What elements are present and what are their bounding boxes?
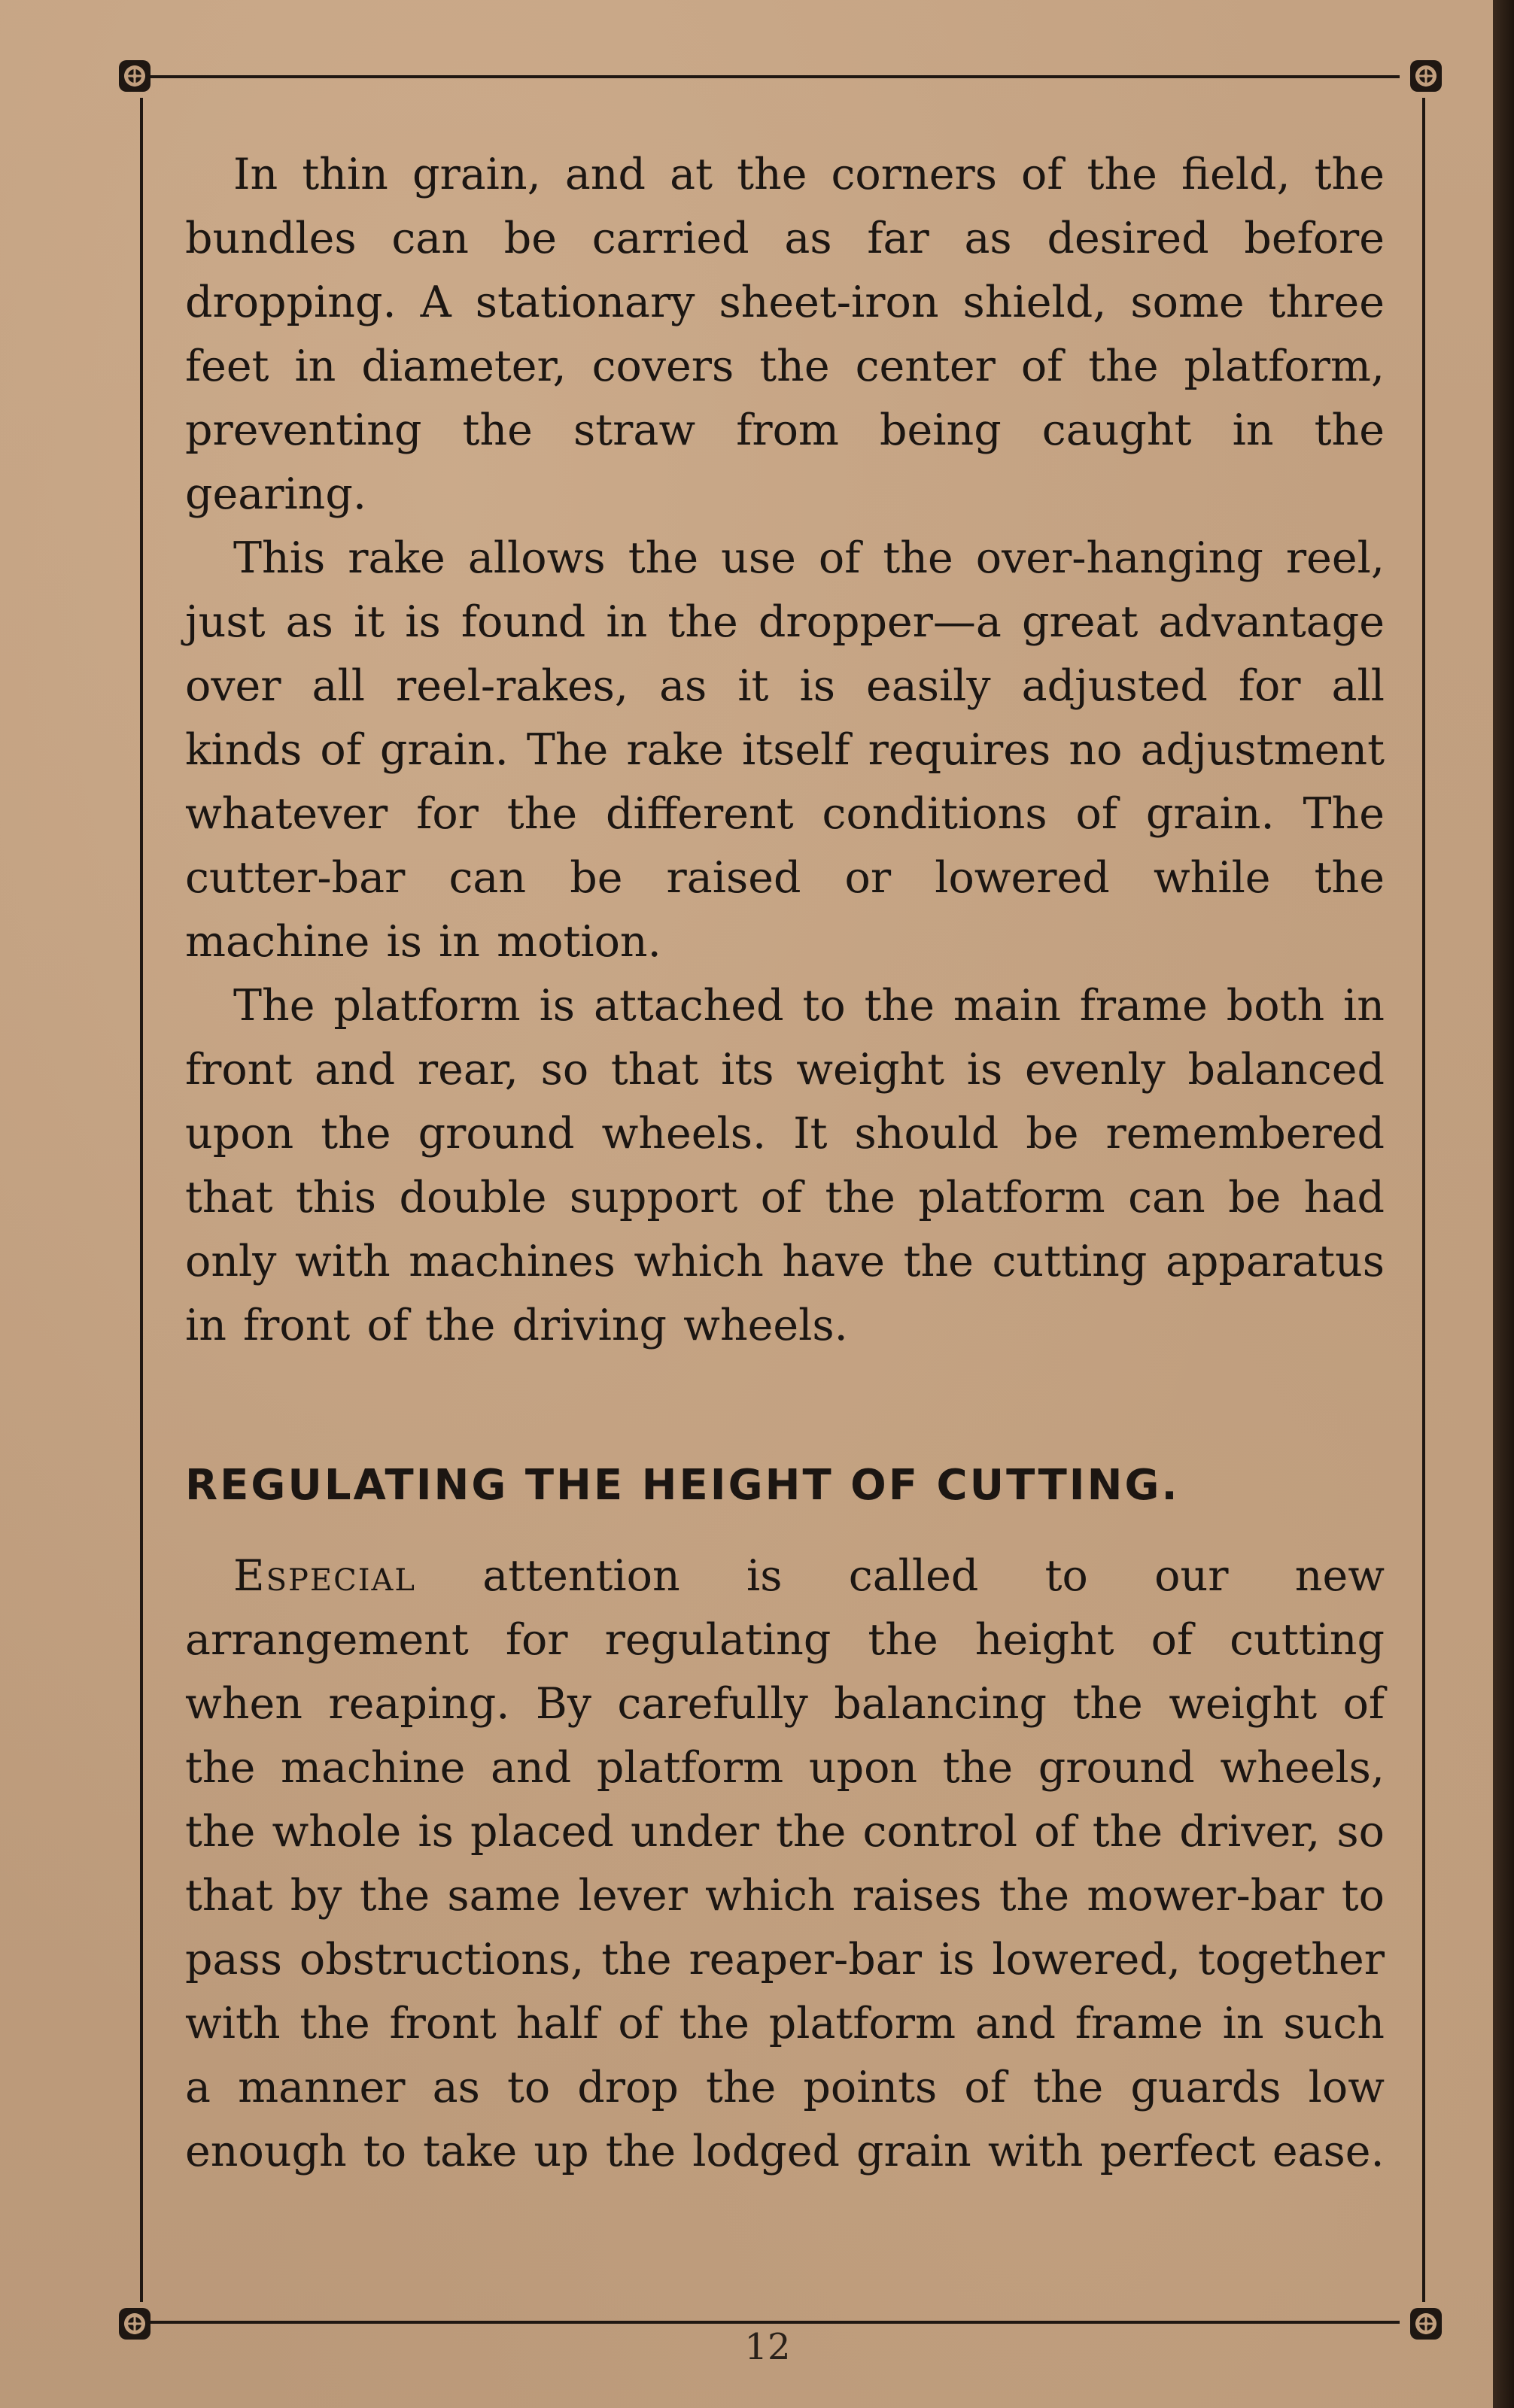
corner-rosette-icon [114,2303,155,2344]
section-heading: REGULATING THE HEIGHT OF CUTTING. [185,1461,1180,1510]
border-top-rule [150,75,1400,78]
paragraph-height-regulation [185,1544,1385,2184]
paragraph-platform-support: The platform is attached to the main frame both in front and rear, so that its weight is evenly balanced upon the ground wheels. It should be remembered that this double support of the platform can be had only with machines which have the cutting apparatus in front of the driving wheels. [185,981,1385,1350]
border-right-rule [1422,98,1425,2302]
paragraph-platform-shield: In thin grain, and at the corners of the field, the bundles can be carried as far as desired before dropping. A stationary sheet-iron shield, some three feet in diameter, covers the center of the platform, preventing the straw from being caught in the gearing. [185,150,1385,519]
border-bottom-rule [150,2321,1400,2324]
paragraph-lead-word: Especial [233,1551,416,1601]
paragraph-body-text: attention is called to our new arrangement for regulating the height of cutting when reaping. By carefully balancing the weight of the machine and platform upon the ground wheels, the whole is placed under the control of the driver, so that by the same lever which raises the mower-bar to pass obstructions, the reaper-bar is lowered, together with the front half of the platform and frame in such a manner as to drop the points of the guards low enough to take up the lodged grain with perfect ease. [185,1551,1385,2176]
border-left-rule [140,98,143,2302]
page-body [185,143,1385,2184]
corner-rosette-icon [1406,56,1446,96]
page-number: 12 [744,2326,791,2368]
corner-rosette-icon [114,56,155,96]
paragraph-rake: This rake allows the use of the over-hanging reel, just as it is found in the dropper—a great advantage over all reel-rakes, as it is easily adjusted for all kinds of grain. The rake itself requires no adjustment whatever for the different conditions of grain. The cutter-bar can be raised or lowered while the machine is in motion. [185,533,1385,967]
corner-rosette-icon [1406,2303,1446,2344]
book-edge [1493,0,1514,2408]
